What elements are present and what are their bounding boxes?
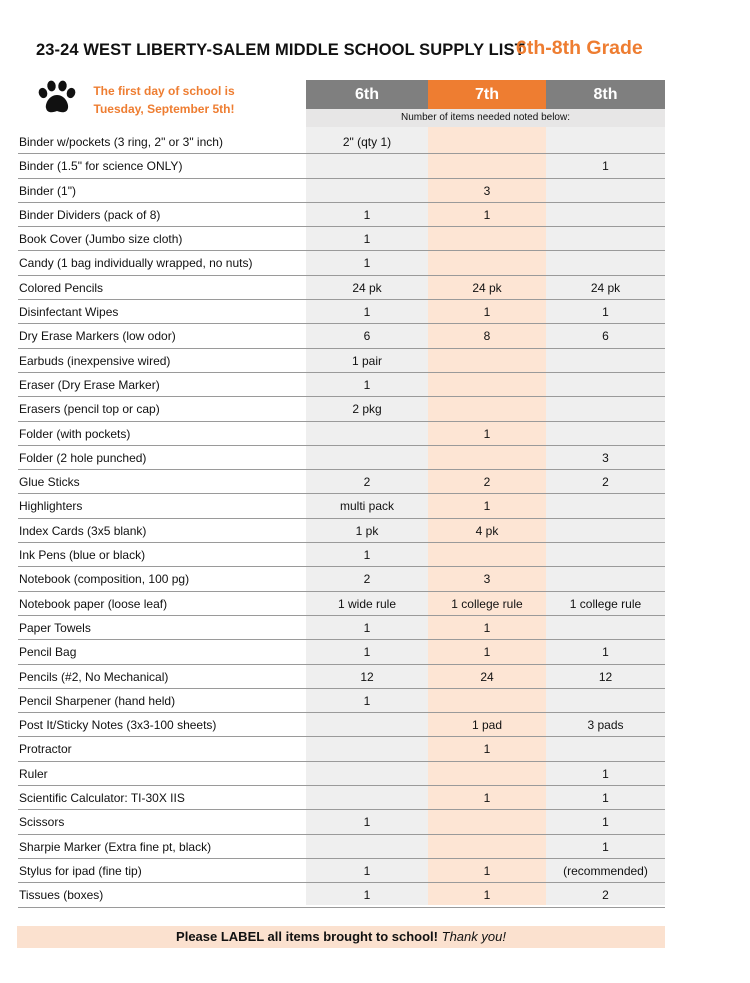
qty-7th: 24 <box>480 669 494 684</box>
qty-6th: 1 <box>363 207 371 222</box>
qty-6th <box>306 835 428 859</box>
qty-6th <box>306 179 428 203</box>
item-name: Earbuds (inexpensive wired) <box>19 353 171 368</box>
item-name: Folder (2 hole punched) <box>19 450 147 465</box>
qty-8th: 3 pads <box>587 718 624 733</box>
item-name: Binder (1") <box>19 183 76 198</box>
qty-7th: 1 pad <box>471 718 503 733</box>
table-row <box>18 810 665 834</box>
qty-6th: 24 pk <box>352 280 382 295</box>
table-row <box>18 494 665 518</box>
item-name: Sharpie Marker (Extra fine pt, black) <box>19 839 212 854</box>
qty-7th: 3 <box>483 572 491 587</box>
item-name: Candy (1 bag individually wrapped, no nuts) <box>19 256 253 271</box>
title-row <box>36 37 676 65</box>
qty-6th: multi pack <box>339 499 395 514</box>
qty-7th <box>428 130 546 154</box>
qty-8th <box>546 616 665 640</box>
column-header-7th: 7th <box>428 80 546 109</box>
qty-6th: 1 <box>363 645 371 660</box>
item-name: Book Cover (Jumbo size cloth) <box>19 232 183 247</box>
first-day-line2: Tuesday, September 5th! <box>93 102 235 116</box>
table-row <box>18 276 665 300</box>
qty-7th: 1 <box>483 426 491 441</box>
table-row <box>18 786 665 810</box>
item-name: Scissors <box>19 815 65 830</box>
qty-8th: 1 <box>602 791 609 806</box>
item-name: Highlighters <box>19 499 83 514</box>
qty-6th: 6 <box>363 329 371 344</box>
qty-7th: 1 <box>483 645 491 660</box>
qty-6th: 2 <box>363 572 371 587</box>
qty-7th <box>428 397 546 421</box>
qty-7th: 1 <box>483 888 491 903</box>
table-row <box>18 130 665 154</box>
table-row <box>18 859 665 883</box>
item-name: Binder w/pockets (3 ring, 2" or 3" inch) <box>19 135 223 149</box>
item-name: Notebook paper (loose leaf) <box>19 596 168 611</box>
qty-6th: 2 <box>363 475 371 490</box>
qty-7th: 1 college rule <box>451 596 523 611</box>
qty-7th <box>428 227 546 251</box>
qty-8th: 12 <box>598 669 613 684</box>
qty-6th <box>306 713 428 737</box>
item-name: Erasers (pencil top or cap) <box>19 402 160 417</box>
qty-6th: 12 <box>360 669 374 684</box>
qty-6th <box>306 737 428 761</box>
item-name: Tissues (boxes) <box>19 888 104 903</box>
item-name: Index Cards (3x5 blank) <box>19 523 147 538</box>
item-name: Post It/Sticky Notes (3x3-100 sheets) <box>19 718 217 733</box>
table-row <box>18 446 665 470</box>
item-name: Pencil Sharpener (hand held) <box>19 693 176 708</box>
qty-8th <box>546 373 665 397</box>
paw-print-icon <box>36 80 78 116</box>
qty-8th <box>546 737 665 761</box>
qty-6th: 1 <box>363 815 371 830</box>
qty-8th <box>546 689 665 713</box>
qty-7th: 1 <box>483 305 491 320</box>
column-header-8th: 8th <box>546 80 665 109</box>
table-row <box>18 324 665 348</box>
table-row <box>18 373 665 397</box>
label-reminder-footer <box>17 926 665 948</box>
qty-7th: 8 <box>483 329 491 344</box>
qty-6th: 1 <box>363 377 371 392</box>
qty-7th <box>428 835 546 859</box>
qty-6th <box>306 786 428 810</box>
qty-7th: 1 <box>483 499 491 514</box>
qty-7th <box>428 349 546 373</box>
qty-6th: 2" (qty 1) <box>342 135 392 149</box>
qty-8th: 3 <box>602 450 609 465</box>
table-row <box>18 689 665 713</box>
qty-8th: 2 <box>602 888 609 903</box>
qty-8th <box>546 203 665 227</box>
table-row <box>18 349 665 373</box>
first-day-notice <box>84 82 244 118</box>
item-name: Glue Sticks <box>19 475 80 490</box>
qty-7th: 3 <box>483 183 491 198</box>
qty-8th: 2 <box>602 475 609 490</box>
qty-7th: 1 <box>483 863 491 878</box>
qty-7th <box>428 446 546 470</box>
qty-7th <box>428 154 546 178</box>
table-row <box>18 883 665 907</box>
qty-8th <box>546 543 665 567</box>
table-row <box>18 397 665 421</box>
item-name: Binder Dividers (pack of 8) <box>19 207 161 222</box>
qty-6th <box>306 154 428 178</box>
qty-8th <box>546 179 665 203</box>
qty-8th: 1 <box>602 645 609 660</box>
qty-7th <box>428 543 546 567</box>
qty-7th <box>428 251 546 275</box>
table-row <box>18 154 665 178</box>
table-row <box>18 179 665 203</box>
table-row <box>18 640 665 664</box>
item-name: Eraser (Dry Erase Marker) <box>19 377 160 392</box>
qty-8th: 1 <box>602 815 609 830</box>
footer-bold-text: Please LABEL all items brought to school! <box>176 929 438 944</box>
qty-7th <box>428 373 546 397</box>
item-name: Ink Pens (blue or black) <box>19 548 146 563</box>
item-name: Paper Towels <box>19 620 91 635</box>
qty-7th: 1 <box>483 207 491 222</box>
first-day-line1: The first day of school is <box>93 84 235 98</box>
qty-7th: 4 pk <box>475 523 499 538</box>
qty-8th: 6 <box>602 329 609 344</box>
item-name: Notebook (composition, 100 pg) <box>19 572 190 587</box>
qty-7th: 1 <box>483 620 491 635</box>
qty-6th: 1 <box>363 888 371 903</box>
item-name: Folder (with pockets) <box>19 426 131 441</box>
qty-6th: 1 <box>363 232 371 247</box>
table-row <box>18 592 665 616</box>
qty-7th: 24 pk <box>472 280 502 295</box>
qty-6th: 1 <box>363 256 371 271</box>
item-name: Pencil Bag <box>19 645 77 660</box>
qty-8th <box>546 519 665 543</box>
qty-8th <box>546 227 665 251</box>
table-row <box>18 227 665 251</box>
item-name: Ruler <box>19 766 48 781</box>
item-name: Protractor <box>19 742 72 757</box>
qty-8th: 1 <box>602 766 609 781</box>
table-row <box>18 737 665 761</box>
table-row <box>18 203 665 227</box>
qty-8th <box>546 349 665 373</box>
qty-8th <box>546 567 665 591</box>
item-name: Scientific Calculator: TI-30X IIS <box>19 791 185 806</box>
item-name: Binder (1.5" for science ONLY) <box>19 159 183 174</box>
item-name: Pencils (#2, No Mechanical) <box>19 669 169 684</box>
qty-8th: 24 pk <box>590 280 621 295</box>
table-row <box>18 519 665 543</box>
qty-8th: 1 <box>602 159 609 174</box>
qty-7th: 1 <box>483 791 491 806</box>
table-row <box>18 567 665 591</box>
qty-8th: (recommended) <box>563 863 648 878</box>
table-row <box>18 616 665 640</box>
table-row <box>18 713 665 737</box>
qty-8th <box>546 130 665 154</box>
qty-6th <box>306 422 428 446</box>
qty-8th <box>546 251 665 275</box>
qty-8th <box>546 494 665 518</box>
qty-8th <box>546 422 665 446</box>
qty-7th <box>428 810 546 834</box>
qty-8th: 1 college rule <box>569 596 642 611</box>
qty-6th: 1 <box>363 693 371 708</box>
qty-7th <box>428 689 546 713</box>
qty-8th <box>546 397 665 421</box>
table-row <box>18 470 665 494</box>
table-row <box>18 300 665 324</box>
table-row <box>18 543 665 567</box>
qty-6th: 1 pair <box>351 353 383 368</box>
qty-6th: 2 pkg <box>352 402 382 417</box>
qty-6th: 1 wide rule <box>337 596 397 611</box>
qty-6th: 1 pk <box>355 523 379 538</box>
column-header-6th: 6th <box>306 80 428 109</box>
qty-6th: 1 <box>363 548 371 563</box>
footer-thank-you: Thank you! <box>441 929 506 944</box>
qty-6th: 1 <box>363 620 371 635</box>
qty-7th: 1 <box>483 742 491 757</box>
table-row <box>18 835 665 859</box>
item-name: Colored Pencils <box>19 280 104 295</box>
grade-range: 6th-8th Grade <box>516 37 643 59</box>
table-row <box>18 251 665 275</box>
page-title: 23-24 WEST LIBERTY-SALEM MIDDLE SCHOOL SUPPLY LIST <box>36 41 525 59</box>
qty-6th <box>306 446 428 470</box>
table-row <box>18 422 665 446</box>
table-row <box>18 665 665 689</box>
supply-table <box>18 130 665 908</box>
item-name: Disinfectant Wipes <box>19 305 119 320</box>
quantity-note: Number of items needed noted below: <box>306 109 665 127</box>
qty-6th: 1 <box>363 305 371 320</box>
item-name: Stylus for ipad (fine tip) <box>19 863 142 878</box>
qty-7th <box>428 762 546 786</box>
qty-6th: 1 <box>363 863 371 878</box>
qty-6th <box>306 762 428 786</box>
table-row <box>18 762 665 786</box>
qty-8th: 1 <box>602 839 609 854</box>
qty-7th: 2 <box>483 475 491 490</box>
qty-8th: 1 <box>602 305 609 320</box>
item-name: Dry Erase Markers (low odor) <box>19 329 176 344</box>
